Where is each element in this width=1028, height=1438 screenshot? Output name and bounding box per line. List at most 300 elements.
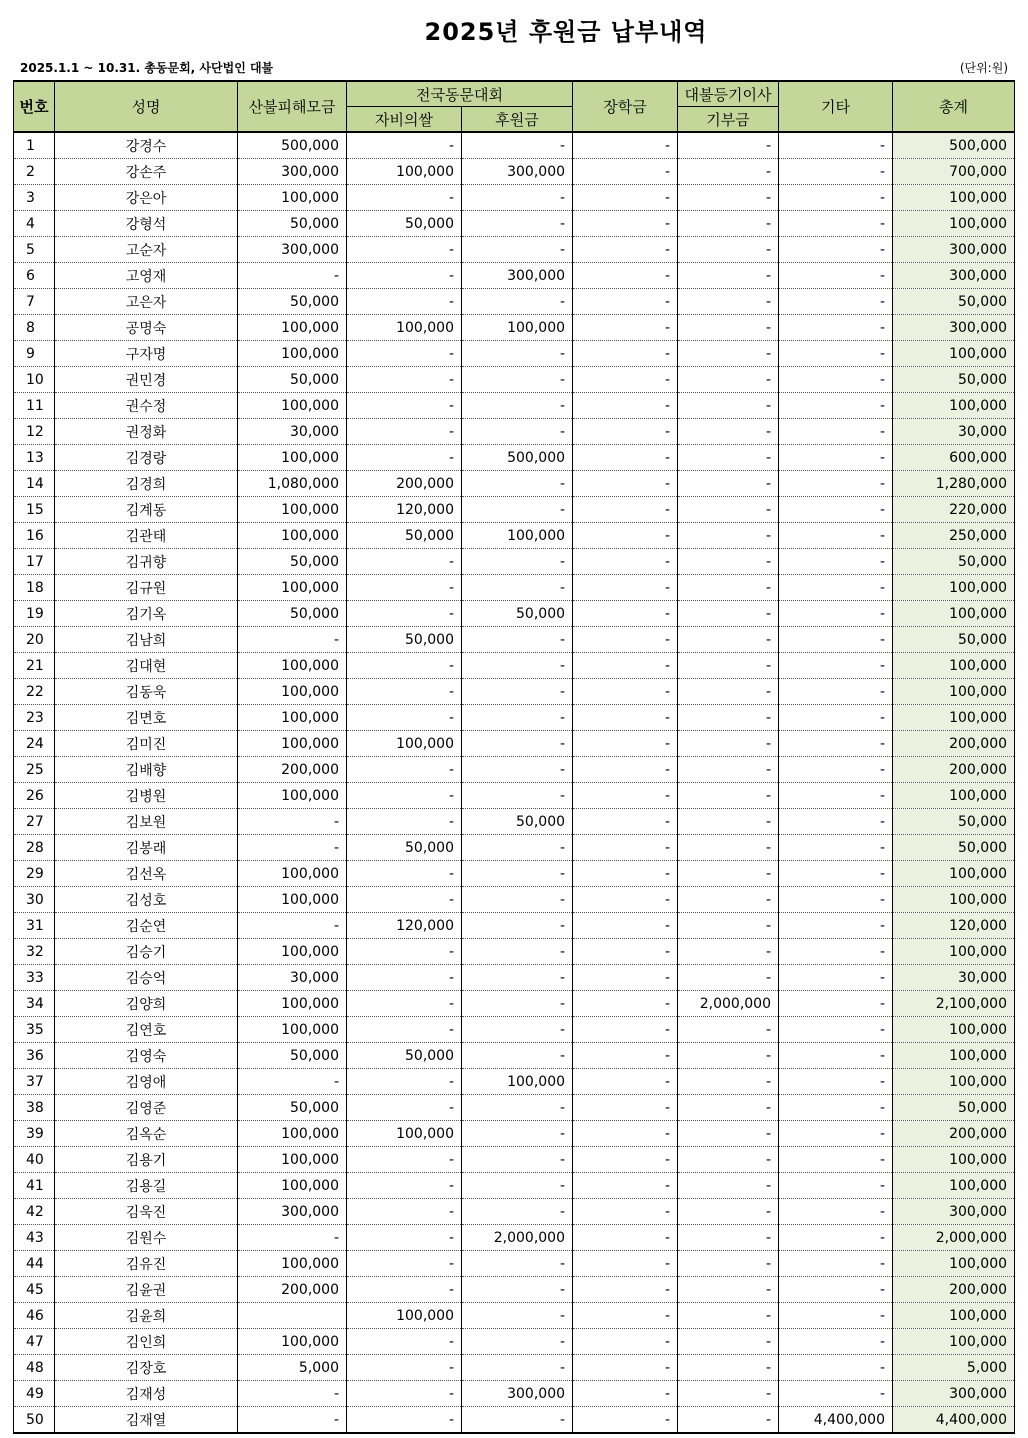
table-row [14, 1329, 1015, 1355]
cell-scholarship: - [573, 185, 678, 211]
cell-donation: - [678, 1121, 779, 1147]
cell-donation: - [678, 1277, 779, 1303]
cell-etc: - [779, 991, 893, 1017]
cell-total: 30,000 [893, 419, 1015, 445]
cell-support: - [462, 783, 573, 809]
cell-support: - [462, 731, 573, 757]
cell-no: 25 [14, 757, 55, 783]
cell-donation: - [678, 757, 779, 783]
cell-sanbul: 100,000 [238, 1173, 347, 1199]
cell-sanbul: 100,000 [238, 991, 347, 1017]
table-row [14, 809, 1015, 835]
cell-total: 120,000 [893, 913, 1015, 939]
cell-total: 100,000 [893, 887, 1015, 913]
cell-sanbul: 50,000 [238, 601, 347, 627]
cell-sanbul: - [238, 627, 347, 653]
cell-no: 39 [14, 1121, 55, 1147]
table-row [14, 1043, 1015, 1069]
cell-rice: - [347, 237, 462, 263]
cell-scholarship: - [573, 289, 678, 315]
cell-etc: - [779, 679, 893, 705]
cell-donation: - [678, 1355, 779, 1381]
cell-support: - [462, 1043, 573, 1069]
cell-etc: - [779, 393, 893, 419]
cell-support: 100,000 [462, 1069, 573, 1095]
cell-no: 40 [14, 1147, 55, 1173]
cell-support: - [462, 419, 573, 445]
cell-etc: - [779, 783, 893, 809]
cell-rice: - [347, 1225, 462, 1251]
cell-scholarship: - [573, 1407, 678, 1434]
cell-sanbul: 300,000 [238, 159, 347, 185]
cell-no: 14 [14, 471, 55, 497]
cell-no: 45 [14, 1277, 55, 1303]
cell-scholarship: - [573, 393, 678, 419]
cell-donation: - [678, 211, 779, 237]
cell-no: 3 [14, 185, 55, 211]
cell-support: - [462, 1121, 573, 1147]
cell-etc: - [779, 159, 893, 185]
table-row [14, 913, 1015, 939]
cell-name: 김옥순 [55, 1121, 238, 1147]
cell-support: 300,000 [462, 159, 573, 185]
cell-total: 200,000 [893, 731, 1015, 757]
cell-etc: - [779, 1043, 893, 1069]
cell-name: 김승기 [55, 939, 238, 965]
cell-rice: - [347, 1095, 462, 1121]
cell-name: 권수정 [55, 393, 238, 419]
cell-support: - [462, 289, 573, 315]
cell-donation: - [678, 132, 779, 159]
cell-donation: - [678, 341, 779, 367]
cell-rice: - [347, 419, 462, 445]
cell-no: 32 [14, 939, 55, 965]
cell-donation: - [678, 1147, 779, 1173]
cell-support: 100,000 [462, 523, 573, 549]
cell-etc: - [779, 263, 893, 289]
cell-total: 100,000 [893, 1043, 1015, 1069]
table-row [14, 419, 1015, 445]
cell-sanbul: 5,000 [238, 1355, 347, 1381]
cell-rice: - [347, 1017, 462, 1043]
cell-support: 50,000 [462, 601, 573, 627]
cell-etc: - [779, 471, 893, 497]
cell-no: 43 [14, 1225, 55, 1251]
table-row [14, 211, 1015, 237]
cell-donation: - [678, 731, 779, 757]
cell-sanbul: 30,000 [238, 965, 347, 991]
cell-support: - [462, 341, 573, 367]
cell-donation: - [678, 601, 779, 627]
cell-name: 김용기 [55, 1147, 238, 1173]
cell-sanbul: 100,000 [238, 185, 347, 211]
cell-etc: - [779, 523, 893, 549]
cell-rice: - [347, 549, 462, 575]
cell-no: 37 [14, 1069, 55, 1095]
cell-support: 500,000 [462, 445, 573, 471]
cell-support: - [462, 991, 573, 1017]
cell-rice: 200,000 [347, 471, 462, 497]
cell-name: 고순자 [55, 237, 238, 263]
cell-support: - [462, 1407, 573, 1434]
cell-rice: 100,000 [347, 1303, 462, 1329]
cell-scholarship: - [573, 757, 678, 783]
cell-etc: - [779, 575, 893, 601]
cell-no: 46 [14, 1303, 55, 1329]
cell-support: - [462, 185, 573, 211]
cell-total: 200,000 [893, 1121, 1015, 1147]
table-row [14, 939, 1015, 965]
table-row [14, 289, 1015, 315]
cell-support: - [462, 939, 573, 965]
cell-name: 강은아 [55, 185, 238, 211]
cell-sanbul: 100,000 [238, 705, 347, 731]
cell-total: 100,000 [893, 601, 1015, 627]
cell-rice: 50,000 [347, 835, 462, 861]
cell-name: 김승억 [55, 965, 238, 991]
cell-scholarship: - [573, 809, 678, 835]
cell-support: 300,000 [462, 1381, 573, 1407]
cell-sanbul: 100,000 [238, 445, 347, 471]
cell-sanbul: - [238, 1381, 347, 1407]
table-row [14, 783, 1015, 809]
cell-rice: 50,000 [347, 1043, 462, 1069]
cell-support: - [462, 627, 573, 653]
cell-scholarship: - [573, 132, 678, 159]
cell-name: 권정화 [55, 419, 238, 445]
cell-etc: - [779, 419, 893, 445]
cell-rice: - [347, 132, 462, 159]
cell-donation: - [678, 887, 779, 913]
cell-name: 김규원 [55, 575, 238, 601]
table-row [14, 1095, 1015, 1121]
cell-name: 김유진 [55, 1251, 238, 1277]
cell-sanbul: 50,000 [238, 211, 347, 237]
cell-name: 김동욱 [55, 679, 238, 705]
cell-donation: - [678, 523, 779, 549]
cell-donation: - [678, 1329, 779, 1355]
cell-no: 8 [14, 315, 55, 341]
cell-sanbul: 200,000 [238, 757, 347, 783]
cell-sanbul: 300,000 [238, 1199, 347, 1225]
cell-rice: - [347, 263, 462, 289]
cell-donation: - [678, 367, 779, 393]
cell-etc: - [779, 1121, 893, 1147]
cell-total: 100,000 [893, 861, 1015, 887]
cell-rice: - [347, 705, 462, 731]
cell-scholarship: - [573, 731, 678, 757]
cell-rice: - [347, 1199, 462, 1225]
cell-rice: - [347, 1173, 462, 1199]
cell-support: - [462, 835, 573, 861]
cell-no: 36 [14, 1043, 55, 1069]
header-sanbul: 산불피해모금 [238, 81, 347, 132]
cell-no: 1 [14, 132, 55, 159]
cell-etc: - [779, 445, 893, 471]
cell-no: 48 [14, 1355, 55, 1381]
cell-total: 100,000 [893, 1069, 1015, 1095]
table-row [14, 887, 1015, 913]
cell-name: 김계동 [55, 497, 238, 523]
cell-support: 50,000 [462, 809, 573, 835]
cell-etc: - [779, 1251, 893, 1277]
cell-support: - [462, 1199, 573, 1225]
cell-no: 34 [14, 991, 55, 1017]
cell-name: 김원수 [55, 1225, 238, 1251]
cell-no: 4 [14, 211, 55, 237]
cell-total: 50,000 [893, 835, 1015, 861]
cell-donation: - [678, 575, 779, 601]
table-row [14, 445, 1015, 471]
cell-donation: - [678, 1381, 779, 1407]
cell-no: 16 [14, 523, 55, 549]
cell-support: - [462, 1147, 573, 1173]
cell-scholarship: - [573, 679, 678, 705]
cell-total: 200,000 [893, 757, 1015, 783]
cell-scholarship: - [573, 1043, 678, 1069]
table-row [14, 341, 1015, 367]
cell-total: 100,000 [893, 1303, 1015, 1329]
cell-sanbul: 100,000 [238, 1251, 347, 1277]
cell-rice: 50,000 [347, 211, 462, 237]
cell-name: 김선옥 [55, 861, 238, 887]
cell-scholarship: - [573, 1017, 678, 1043]
table-row [14, 393, 1015, 419]
cell-total: 100,000 [893, 1017, 1015, 1043]
table-row [14, 653, 1015, 679]
cell-sanbul: 200,000 [238, 1277, 347, 1303]
unit-label: (단위:원) [959, 61, 1008, 75]
cell-sanbul: 100,000 [238, 315, 347, 341]
cell-etc: - [779, 835, 893, 861]
cell-donation: - [678, 783, 779, 809]
table-row [14, 471, 1015, 497]
cell-scholarship: - [573, 419, 678, 445]
cell-total: 100,000 [893, 653, 1015, 679]
header-etc: 기타 [779, 81, 893, 132]
cell-total: 100,000 [893, 939, 1015, 965]
cell-scholarship: - [573, 1173, 678, 1199]
cell-name: 김배향 [55, 757, 238, 783]
cell-sanbul: 100,000 [238, 887, 347, 913]
cell-sanbul: 100,000 [238, 939, 347, 965]
cell-scholarship: - [573, 835, 678, 861]
cell-total: 300,000 [893, 1199, 1015, 1225]
cell-donation: - [678, 315, 779, 341]
cell-donation: - [678, 445, 779, 471]
cell-etc: - [779, 887, 893, 913]
cell-no: 44 [14, 1251, 55, 1277]
table-row [14, 627, 1015, 653]
cell-scholarship: - [573, 1329, 678, 1355]
cell-name: 김연호 [55, 1017, 238, 1043]
table-row [14, 159, 1015, 185]
table-body [14, 132, 1015, 1433]
header-no: 번호 [14, 81, 55, 132]
cell-scholarship: - [573, 1069, 678, 1095]
cell-no: 35 [14, 1017, 55, 1043]
cell-etc: - [779, 132, 893, 159]
cell-sanbul: 500,000 [238, 132, 347, 159]
cell-etc: - [779, 1147, 893, 1173]
cell-sanbul: 300,000 [238, 237, 347, 263]
cell-total: 100,000 [893, 1147, 1015, 1173]
cell-name: 고영재 [55, 263, 238, 289]
cell-total: 100,000 [893, 679, 1015, 705]
cell-donation: - [678, 861, 779, 887]
cell-donation: - [678, 289, 779, 315]
cell-scholarship: - [573, 1251, 678, 1277]
cell-name: 강형석 [55, 211, 238, 237]
cell-scholarship: - [573, 263, 678, 289]
cell-name: 김영준 [55, 1095, 238, 1121]
cell-name: 강손주 [55, 159, 238, 185]
table-row [14, 991, 1015, 1017]
cell-name: 김인희 [55, 1329, 238, 1355]
cell-name: 김경희 [55, 471, 238, 497]
cell-rice: 100,000 [347, 1121, 462, 1147]
cell-name: 구자명 [55, 341, 238, 367]
cell-rice: - [347, 185, 462, 211]
cell-name: 김관태 [55, 523, 238, 549]
cell-total: 100,000 [893, 211, 1015, 237]
cell-etc: - [779, 861, 893, 887]
cell-donation: - [678, 835, 779, 861]
cell-total: 100,000 [893, 1329, 1015, 1355]
donation-table [13, 80, 1015, 1434]
cell-donation: - [678, 1407, 779, 1434]
header-name: 성명 [55, 81, 238, 132]
cell-total: 100,000 [893, 783, 1015, 809]
cell-no: 22 [14, 679, 55, 705]
cell-scholarship: - [573, 601, 678, 627]
cell-name: 김대현 [55, 653, 238, 679]
cell-donation: - [678, 705, 779, 731]
cell-scholarship: - [573, 1095, 678, 1121]
cell-total: 100,000 [893, 341, 1015, 367]
cell-total: 50,000 [893, 809, 1015, 835]
cell-support: - [462, 367, 573, 393]
cell-support: - [462, 132, 573, 159]
cell-rice: - [347, 1251, 462, 1277]
cell-no: 41 [14, 1173, 55, 1199]
cell-support: - [462, 575, 573, 601]
cell-etc: - [779, 1381, 893, 1407]
cell-no: 17 [14, 549, 55, 575]
cell-no: 12 [14, 419, 55, 445]
cell-no: 47 [14, 1329, 55, 1355]
cell-no: 6 [14, 263, 55, 289]
cell-no: 5 [14, 237, 55, 263]
cell-sanbul: 50,000 [238, 1043, 347, 1069]
cell-no: 50 [14, 1407, 55, 1434]
cell-sanbul [238, 1303, 347, 1329]
cell-scholarship: - [573, 445, 678, 471]
cell-no: 26 [14, 783, 55, 809]
table-row [14, 1277, 1015, 1303]
cell-sanbul: 50,000 [238, 1095, 347, 1121]
cell-etc: - [779, 809, 893, 835]
cell-sanbul: 1,080,000 [238, 471, 347, 497]
cell-scholarship: - [573, 523, 678, 549]
cell-total: 200,000 [893, 1277, 1015, 1303]
cell-etc: - [779, 1277, 893, 1303]
cell-sanbul: - [238, 263, 347, 289]
cell-no: 2 [14, 159, 55, 185]
table-row [14, 757, 1015, 783]
table-row [14, 497, 1015, 523]
cell-support: - [462, 1017, 573, 1043]
cell-support: - [462, 653, 573, 679]
cell-no: 20 [14, 627, 55, 653]
cell-donation: - [678, 1303, 779, 1329]
table-row [14, 315, 1015, 341]
cell-donation: - [678, 653, 779, 679]
cell-support: - [462, 393, 573, 419]
cell-total: 500,000 [893, 132, 1015, 159]
cell-name: 공명숙 [55, 315, 238, 341]
cell-rice: - [347, 1069, 462, 1095]
cell-rice: - [347, 1407, 462, 1434]
cell-sanbul: - [238, 1069, 347, 1095]
cell-support: - [462, 757, 573, 783]
cell-total: 100,000 [893, 1173, 1015, 1199]
cell-scholarship: - [573, 861, 678, 887]
cell-sanbul: - [238, 1225, 347, 1251]
cell-scholarship: - [573, 887, 678, 913]
cell-total: 50,000 [893, 1095, 1015, 1121]
cell-donation: - [678, 1173, 779, 1199]
cell-etc: - [779, 211, 893, 237]
table-row [14, 132, 1015, 159]
cell-no: 9 [14, 341, 55, 367]
cell-support: - [462, 549, 573, 575]
cell-rice: - [347, 367, 462, 393]
cell-total: 50,000 [893, 367, 1015, 393]
cell-etc: - [779, 367, 893, 393]
cell-etc: - [779, 913, 893, 939]
cell-no: 18 [14, 575, 55, 601]
cell-etc: - [779, 1095, 893, 1121]
cell-etc: - [779, 1303, 893, 1329]
cell-support: - [462, 471, 573, 497]
header-donation: 기부금 [678, 107, 779, 133]
cell-name: 김용길 [55, 1173, 238, 1199]
cell-sanbul: 30,000 [238, 419, 347, 445]
cell-scholarship: - [573, 1121, 678, 1147]
cell-no: 30 [14, 887, 55, 913]
cell-donation: - [678, 939, 779, 965]
cell-name: 김성호 [55, 887, 238, 913]
table-row [14, 1251, 1015, 1277]
cell-donation: - [678, 1069, 779, 1095]
cell-name: 김남희 [55, 627, 238, 653]
cell-total: 100,000 [893, 185, 1015, 211]
header-group-board: 대불등기이사 [678, 81, 779, 107]
cell-support: - [462, 497, 573, 523]
cell-sanbul: - [238, 835, 347, 861]
cell-sanbul: 100,000 [238, 653, 347, 679]
cell-name: 김순연 [55, 913, 238, 939]
cell-name: 김윤희 [55, 1303, 238, 1329]
cell-donation: 2,000,000 [678, 991, 779, 1017]
cell-scholarship: - [573, 653, 678, 679]
cell-scholarship: - [573, 211, 678, 237]
cell-donation: - [678, 263, 779, 289]
cell-rice: - [347, 809, 462, 835]
cell-etc: - [779, 939, 893, 965]
cell-name: 김보원 [55, 809, 238, 835]
